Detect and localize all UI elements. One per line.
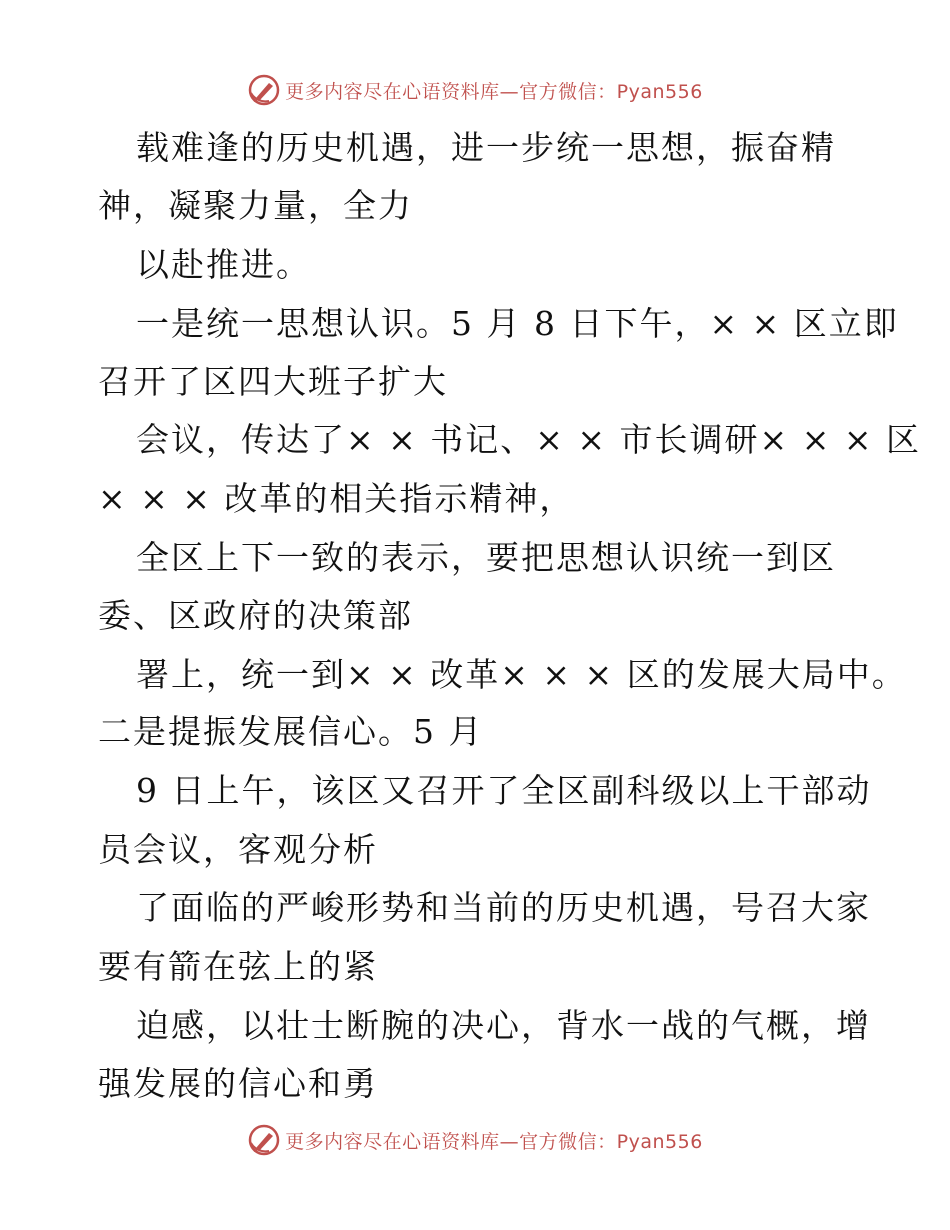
pen-logo-icon (247, 73, 281, 107)
text-line: 9 日上午，该区又召开了全区副科级以上干部动 (136, 771, 872, 810)
watermark-text: 更多内容尽在心语资料库—官方微信：Pyan556 (285, 1130, 703, 1153)
text-line: 召开了区四大班子扩大 (98, 362, 448, 401)
text-line: 委、区政府的决策部 (98, 596, 413, 635)
header-watermark (0, 70, 950, 110)
text-line: 一是统一思想认识。5 月 8 日下午，× × 区立即 (136, 304, 899, 343)
pen-logo-icon (247, 1123, 281, 1157)
text-line: 全区上下一致的表示，要把思想认识统一到区 (136, 538, 836, 577)
text-line: 署上，统一到× × 改革× × × 区的发展大局中。 (136, 655, 907, 694)
text-line: 神，凝聚力量，全力 (98, 186, 413, 225)
text-line: 强发展的信心和勇 (98, 1064, 378, 1103)
footer-watermark (0, 1120, 950, 1160)
text-line: 员会议，客观分析 (98, 830, 378, 869)
text-line: 迫感，以壮士断腕的决心，背水一战的气概，增 (136, 1006, 871, 1045)
text-line: 以赴推进。 (136, 245, 311, 284)
text-line: 要有箭在弦上的紧 (98, 947, 378, 986)
text-line: 载难逢的历史机遇，进一步统一思想，振奋精 (136, 128, 836, 167)
watermark-text: 更多内容尽在心语资料库—官方微信：Pyan556 (285, 80, 703, 103)
text-line: 了面临的严峻形势和当前的历史机遇，号召大家 (136, 888, 871, 927)
text-line: × × × 改革的相关指示精神， (98, 479, 575, 518)
text-line: 会议，传达了× × 书记、× × 市长调研× × × 区 (136, 420, 921, 459)
text-line: 二是提振发展信心。5 月 (98, 712, 484, 751)
